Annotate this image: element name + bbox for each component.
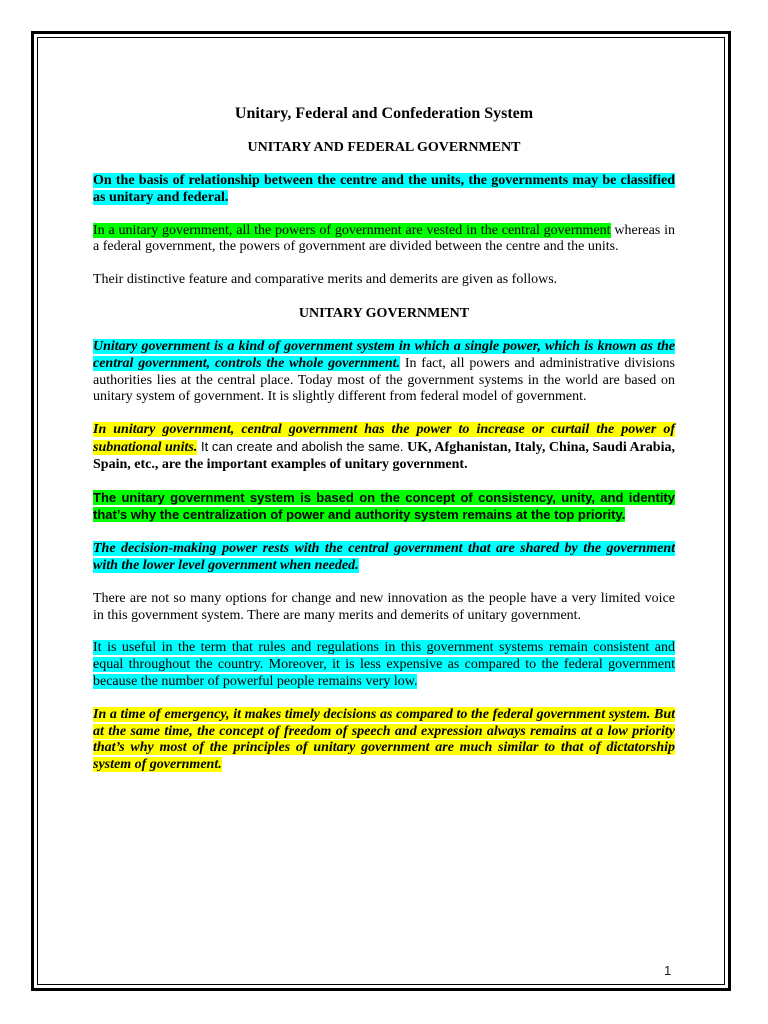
paragraph-powers-vested	[93, 223, 675, 257]
highlight-cyan-text: The decision-making power rests with the central government that are shared by the government with the lower level government when needed.	[93, 541, 675, 573]
section-heading-unitary: UNITARY GOVERNMENT	[298, 305, 470, 321]
highlight-green-text: In a unitary government, all the powers of government are vested in the central government	[93, 222, 611, 238]
paragraph-unitary-definition	[93, 339, 675, 406]
section-heading-unitary-federal: UNITARY AND FEDERAL GOVERNMENT	[247, 140, 521, 155]
paragraph-decision-making	[93, 541, 675, 575]
highlight-cyan-text: It is useful in the term that rules and regulations in this government systems remain consistent and equal throughout the country. Moreover, it is less expensive as compared to the federal government because the number of powerful people remains very low.	[93, 640, 675, 689]
paragraph-useful-consistent	[93, 640, 675, 690]
document-title: Unitary, Federal and Confederation System	[234, 105, 534, 122]
page-number: 1	[664, 963, 672, 978]
document-body	[93, 104, 675, 790]
paragraph-distinctive-feature: Their distinctive feature and comparative merits and demerits are given as follows.	[93, 272, 558, 288]
highlight-cyan-text: Unitary government is a kind of government system in which a single power, which is known as the central government, controls the whole government.	[93, 338, 675, 371]
paragraph-consistency-unity	[93, 490, 675, 526]
paragraph-limited-voice: There are not so many options for change and new innovation as the people have a very limited voice in this government system. There are many merits and demerits of unitary government.	[93, 590, 675, 623]
paragraph-text: In fact, all powers and administrative divisions authorities lies at the central place. Today most of the government systems in the world are based on unitary system of government. It is slightly different from federal model of government.	[93, 355, 675, 405]
highlight-yellow-text: In a time of emergency, it makes timely decisions as compared to the federal government system. But at the same time, the concept of freedom of speech and expression always remains at a low priority that’s why most of the principles of unitary government are much similar to that of dictatorship system of government.	[93, 706, 675, 773]
highlight-green-text: The unitary government system is based on the concept of consistency, unity, and identity that’s why the centralization of power and authority system remains at the top priority.	[93, 489, 675, 523]
paragraph-unitary-power	[93, 422, 675, 473]
paragraph-text: whereas in a federal government, the powers of government are divided between the centre and the units.	[93, 222, 675, 255]
paragraph-classification	[93, 173, 675, 207]
highlight-yellow-text: In unitary government, central government has the power to increase or curtail the power of subnational units.	[93, 422, 675, 455]
paragraph-text: It can create and abolish the same.	[197, 438, 408, 454]
highlight-cyan-text: On the basis of relationship between the centre and the units, the governments may be classified as unitary and federal.	[93, 173, 675, 205]
paragraph-emergency	[93, 707, 675, 774]
paragraph-bold-examples: UK, Afghanistan, Italy, China, Saudi Arabia, Spain, etc., are the important examples of unitary government.	[93, 439, 675, 472]
